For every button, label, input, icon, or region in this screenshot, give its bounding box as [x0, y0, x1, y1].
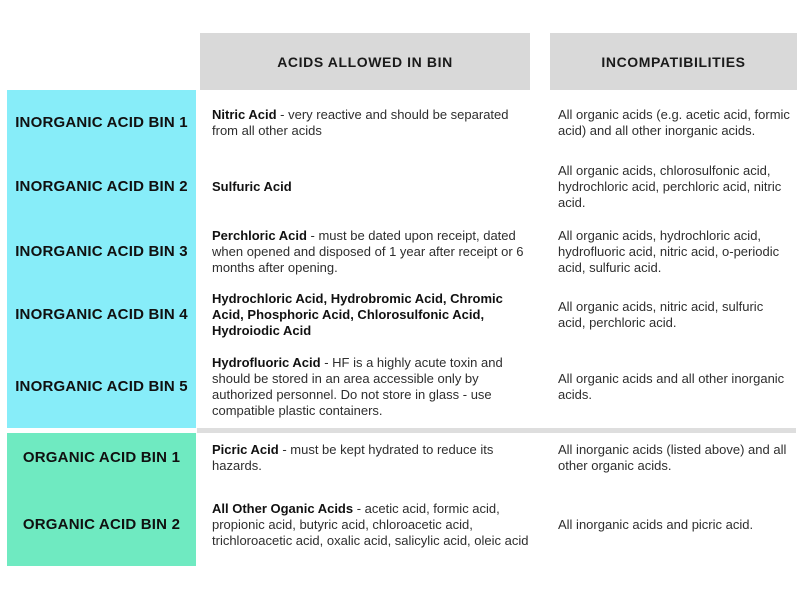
acid-name: Picric Acid — [212, 442, 279, 457]
table-row-inorganic-bin-5 — [0, 345, 805, 428]
bin-label: ORGANIC ACID BIN 2 — [7, 483, 196, 566]
incompatibilities-cell — [550, 285, 797, 345]
bin-label: INORGANIC ACID BIN 3 — [7, 218, 196, 285]
acid-name: Hydrochloric Acid, Hydrobromic Acid, Chromic Acid, Phosphoric Acid, Chlorosulfonic Acid, Hydroiodic Acid — [212, 291, 503, 338]
allowed-cell — [200, 285, 537, 345]
acid-name: Sulfuric Acid — [212, 178, 292, 194]
table-row-inorganic-bin-3 — [0, 218, 805, 285]
header-acids-allowed: ACIDS ALLOWED IN BIN — [200, 33, 530, 90]
incompatibilities-cell — [550, 483, 797, 566]
table-header-row — [0, 0, 805, 90]
acid-description: - must be kept hydrated to reduce its hazards. — [212, 442, 494, 473]
incompatibilities-text: All organic acids and all other inorganic acids. — [558, 370, 785, 402]
allowed-cell — [200, 483, 537, 566]
table-row-inorganic-bin-1 — [0, 90, 805, 155]
header-spacer — [0, 33, 200, 90]
table-row-inorganic-bin-4 — [0, 285, 805, 345]
table-row-inorganic-bin-2 — [0, 155, 805, 218]
acid-name: Hydrofluoric Acid — [212, 354, 321, 370]
allowed-cell — [200, 155, 537, 218]
incompatibilities-text: All organic acids (e.g. acetic acid, formic acid) and all other inorganic acids. — [558, 106, 790, 138]
acid-description: - HF is a highly acute toxin and should be stored in an area accessible only by authorized personnel. Do not store in glass - use compatible plastic containers. — [212, 354, 503, 418]
bin-label: INORGANIC ACID BIN 4 — [7, 285, 196, 345]
acid-name: Perchloric Acid — [212, 227, 307, 243]
incompatibilities-text: All organic acids, nitric acid, sulfuric acid, perchloric acid. — [558, 299, 764, 330]
incompatibilities-text: All inorganic acids (listed above) and all other organic acids. — [558, 442, 787, 473]
table-row-organic-bin-1 — [0, 433, 805, 483]
incompatibilities-cell — [550, 155, 797, 218]
table-row-organic-bin-2 — [0, 483, 805, 566]
organic-acid-section — [0, 433, 805, 566]
acid-name: Nitric Acid — [212, 106, 277, 122]
allowed-cell — [200, 90, 537, 155]
incompatibilities-cell — [550, 433, 797, 483]
acid-description: - very reactive and should be separated from all other acids — [212, 106, 509, 138]
bin-label: INORGANIC ACID BIN 2 — [7, 155, 196, 218]
acid-description: - must be dated upon receipt, dated when opened and disposed of 1 year after receipt or 6 months after opening. — [212, 227, 524, 275]
allowed-cell — [200, 218, 537, 285]
inorganic-acid-section — [0, 90, 805, 428]
bin-label: INORGANIC ACID BIN 5 — [7, 345, 196, 428]
allowed-cell — [200, 345, 537, 428]
incompatibilities-text: All organic acids, chlorosulfonic acid, hydrochloric acid, perchloric acid, nitric acid. — [558, 162, 782, 210]
incompatibilities-cell — [550, 90, 797, 155]
incompatibilities-cell — [550, 218, 797, 285]
header-incompatibilities: INCOMPATIBILITIES — [550, 33, 797, 90]
acid-description: - acetic acid, formic acid, propionic acid, butyric acid, chloroacetic acid, trichloroacetic acid, oxalic acid, salicylic acid, oleic acid — [212, 500, 529, 548]
incompatibilities-cell — [550, 345, 797, 428]
incompatibilities-text: All inorganic acids and picric acid. — [558, 516, 754, 532]
incompatibilities-text: All organic acids, hydrochloric acid, hydrofluoric acid, nitric acid, o-periodic acid, sulfuric acid. — [558, 227, 780, 275]
bin-label: INORGANIC ACID BIN 1 — [7, 90, 196, 155]
bin-label: ORGANIC ACID BIN 1 — [7, 433, 196, 483]
allowed-cell — [200, 433, 537, 483]
acid-name: All Other Oganic Acids — [212, 500, 354, 516]
